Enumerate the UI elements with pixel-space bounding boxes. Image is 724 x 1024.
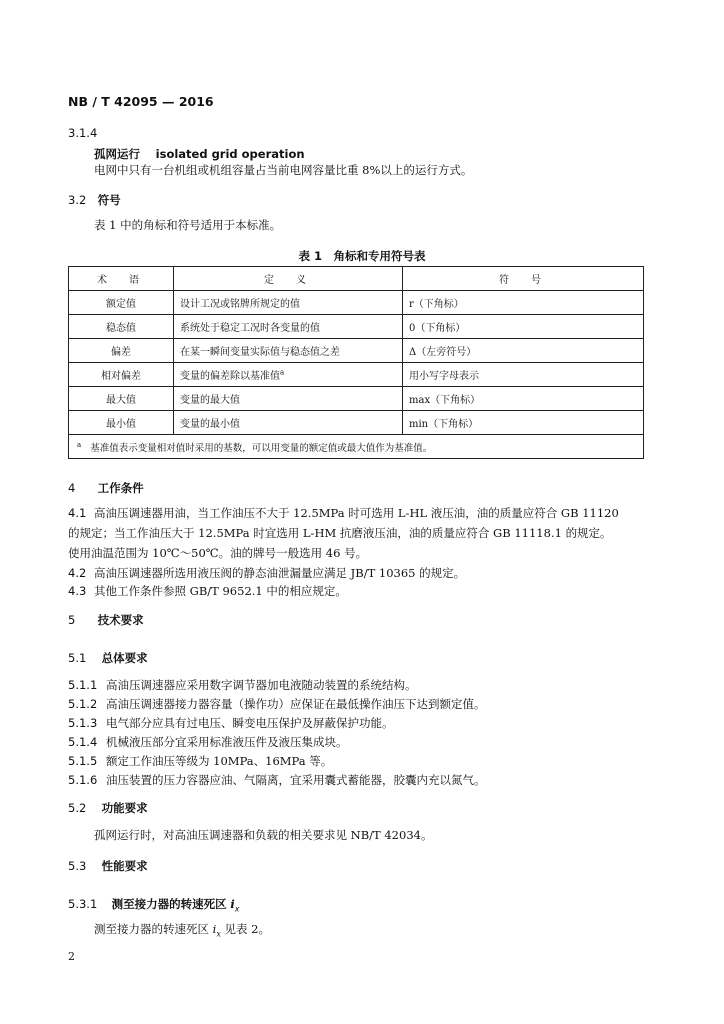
term-cn: 孤网运行 [94, 147, 140, 161]
list-item [68, 695, 648, 714]
section-3-2-heading [68, 192, 121, 208]
paragraph-4-2-number: 4.2 [68, 566, 87, 580]
footnote-ref-mark: a [280, 368, 285, 377]
table-cell-text: 变量的偏差除以基准值 [180, 371, 280, 382]
table-cell: max（下角标） [403, 387, 644, 411]
table-cell: 设计工况或铭牌所规定的值 [174, 291, 403, 315]
list-item [68, 771, 648, 790]
paragraph-4-2-text: 高油压调速器所选用液压阀的静态油泄漏量应满足 JB/T 10365 的规定。 [94, 566, 466, 580]
section-5-1-items [68, 676, 648, 790]
list-item-number: 5.1.5 [68, 754, 98, 768]
list-item-number: 5.1.2 [68, 697, 98, 711]
paragraph-4-3 [68, 581, 648, 601]
paragraph-4-3-text: 其他工作条件参照 GB/T 9652.1 中的相应规定。 [94, 584, 347, 598]
symbol-subscript: x [234, 904, 240, 914]
section-5-3-1-heading [68, 896, 239, 913]
table-header-term: 术 语 [69, 267, 174, 291]
paragraph-4-1 [68, 503, 648, 563]
section-5-2-title: 功能要求 [101, 801, 148, 815]
table-row [69, 291, 644, 315]
table-1-caption: 表 1 角标和专用符号表 [298, 249, 426, 263]
table-footnote [69, 435, 644, 459]
table-footnote-row [69, 435, 644, 459]
section-5-1-number: 5.1 [68, 651, 87, 665]
section-5-3-1-text [94, 921, 270, 938]
inline-symbol-i: i [212, 922, 217, 936]
table-cell: 额定值 [69, 291, 174, 315]
paragraph-4-1-line2: 的规定；当工作油压大于 12.5MPa 时宜选用 L-HM 抗磨液压油，油的质量应符合 GB 11118.1 的规定。 [68, 526, 612, 540]
section-5-number: 5 [68, 613, 76, 627]
list-item-text: 高油压调速器应采用数字调节器加电液随动装置的系统结构。 [106, 678, 417, 692]
table-row [69, 315, 644, 339]
table-header-definition: 定 义 [174, 267, 403, 291]
list-item-text: 额定工作油压等级为 10MPa、16MPa 等。 [106, 754, 333, 768]
paragraph-4-1-number: 4.1 [68, 506, 87, 520]
table-cell: r（下角标） [403, 291, 644, 315]
list-item [68, 714, 648, 733]
table-cell: 偏差 [69, 339, 174, 363]
section-5-3-1-text-b: 见表 2。 [224, 922, 270, 936]
section-4-title: 工作条件 [97, 481, 144, 495]
table-row [69, 339, 644, 363]
term-en: isolated grid operation [155, 147, 305, 161]
table-cell: 变量的最小值 [174, 411, 403, 435]
list-item-number: 5.1.3 [68, 716, 98, 730]
list-item-text: 机械液压部分宜采用标准液压件及液压集成块。 [106, 735, 348, 749]
section-5-2-number: 5.2 [68, 801, 87, 815]
section-5-1-heading [68, 650, 148, 666]
table-cell: 最大值 [69, 387, 174, 411]
list-item-number: 5.1.6 [68, 773, 98, 787]
section-5-3-heading [68, 858, 148, 874]
table-cell: 最小值 [69, 411, 174, 435]
section-5-1-title: 总体要求 [101, 651, 148, 665]
table-header-symbol: 符 号 [403, 267, 644, 291]
term-heading [94, 146, 305, 162]
paragraph-4-1-line1: 高油压调速器用油，当工作油压不大于 12.5MPa 时可选用 L-HL 液压油，油的质量应符合 GB 11120 [94, 506, 619, 520]
page-number: 2 [68, 950, 75, 963]
table-row [69, 411, 644, 435]
term-definition: 电网中只有一台机组或机组容量占当前电网容量比重 8%以上的运行方式。 [94, 163, 473, 177]
section-5-3-1-text-a: 测至接力器的转速死区 [94, 922, 209, 936]
section-5-3-number: 5.3 [68, 859, 87, 873]
section-4-number: 4 [68, 481, 76, 495]
inline-symbol-subscript: x [216, 929, 221, 939]
list-item [68, 752, 648, 771]
footnote-mark: a [77, 440, 82, 449]
table-cell: min（下角标） [403, 411, 644, 435]
table-header-row [69, 267, 644, 291]
section-5-2-heading [68, 800, 148, 816]
section-3-2-title: 符号 [97, 193, 121, 207]
table-1 [68, 266, 644, 459]
paragraph-4-2 [68, 563, 648, 583]
table-cell: 0（下角标） [403, 315, 644, 339]
table-cell: 在某一瞬间变量实际值与稳态值之差 [174, 339, 403, 363]
list-item-text: 电气部分应具有过电压、瞬变电压保护及屏蔽保护功能。 [106, 716, 394, 730]
section-3-1-4-number: 3.1.4 [68, 126, 98, 140]
section-5-3-1-number: 5.3.1 [68, 897, 98, 911]
table-cell-with-note [174, 363, 403, 387]
section-3-2-text: 表 1 中的角标和符号适用于本标准。 [94, 218, 282, 232]
list-item-text: 高油压调速器接力器容量（操作功）应保证在最低操作油压下达到额定值。 [106, 697, 486, 711]
standard-number-header: NB / T 42095 — 2016 [68, 94, 214, 109]
list-item-number: 5.1.1 [68, 678, 98, 692]
symbol-i: i [230, 897, 235, 911]
table-cell: 相对偏差 [69, 363, 174, 387]
section-5-2-text: 孤网运行时，对高油压调速器和负载的相关要求见 NB/T 42034。 [94, 828, 433, 842]
section-5-heading [68, 612, 144, 628]
list-item [68, 733, 648, 752]
table-cell: 系统处于稳定工况时各变量的值 [174, 315, 403, 339]
table-cell: 变量的最大值 [174, 387, 403, 411]
table-cell: 用小写字母表示 [403, 363, 644, 387]
table-cell: Δ（左旁符号） [403, 339, 644, 363]
section-5-title: 技术要求 [97, 613, 144, 627]
footnote-text: 基准值表示变量相对值时采用的基数，可以用变量的额定值或最大值作为基准值。 [90, 442, 433, 454]
paragraph-4-3-number: 4.3 [68, 584, 87, 598]
list-item [68, 676, 648, 695]
list-item-text: 油压装置的压力容器应油、气隔离，宜采用囊式蓄能器，胶囊内充以氮气。 [106, 773, 486, 787]
table-row [69, 363, 644, 387]
list-item-number: 5.1.4 [68, 735, 98, 749]
section-3-2-number: 3.2 [68, 193, 87, 207]
section-5-3-title: 性能要求 [101, 859, 148, 873]
table-cell: 稳态值 [69, 315, 174, 339]
section-4-heading [68, 480, 144, 496]
section-5-3-1-title: 测至接力器的转速死区 [111, 897, 227, 911]
table-row [69, 387, 644, 411]
paragraph-4-1-line3: 使用油温范围为 10℃～50℃。油的牌号一般选用 46 号。 [68, 546, 368, 560]
